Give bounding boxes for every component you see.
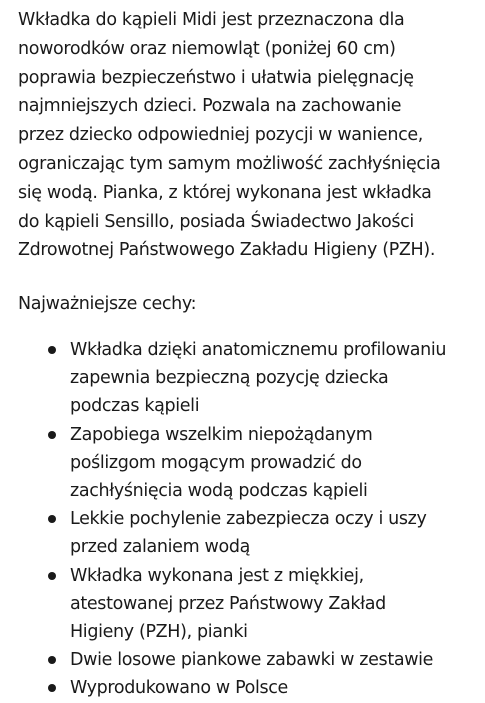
description-line: się wodą. Pianka, z której wykonana jest wkładka <box>18 182 432 203</box>
list-item-line: zapewnia bezpieczną pozycję dziecka <box>70 368 389 389</box>
list-item-line: Lekkie pochylenie zabezpiecza oczy i uszy <box>70 509 427 530</box>
description-line: Wkładka do kąpieli Midi jest przeznaczona dla <box>18 10 405 30</box>
list-item-line: Zapobiega wszelkim niepożądanym <box>70 424 373 445</box>
list-item-line: Higieny (PZH), pianki <box>70 622 248 642</box>
list-item-line: przed zalaniem wodą <box>70 537 250 558</box>
bullet-icon <box>48 684 56 692</box>
description-paragraph <box>18 6 480 265</box>
description-line: najmniejszych dzieci. Pozwala na zachowanie <box>18 96 402 117</box>
list-item-line: Wkładka wykonana jest z miękkiej, <box>70 565 364 586</box>
list-item <box>18 562 480 647</box>
list-item-line: Wyprodukowano w Polsce <box>70 678 288 699</box>
bullet-icon <box>48 656 56 664</box>
description-line: poprawia bezpieczeństwo i ułatwia pielęgnację <box>18 67 414 88</box>
list-item-line: Wkładka dzięki anatomicznemu profilowaniu <box>70 339 447 360</box>
list-item <box>18 674 480 702</box>
list-item <box>18 646 480 674</box>
bullet-icon <box>48 346 56 354</box>
list-item-line: Dwie losowe piankowe zabawki w zestawie <box>70 650 434 671</box>
list-item-line: zachłyśnięcia wodą podczas kąpieli <box>70 480 368 501</box>
description-line: ograniczając tym samym możliwość zachłyśnięcia <box>18 153 441 174</box>
list-item <box>18 505 480 561</box>
description-line: przez dziecko odpowiedniej pozycji w wanience, <box>18 125 423 146</box>
list-item-line: atestowanej przez Państwowy Zakład <box>70 593 386 614</box>
bullet-icon <box>48 515 56 523</box>
list-item-line: podczas kąpieli <box>70 396 200 417</box>
product-description <box>18 6 480 703</box>
list-item <box>18 421 480 506</box>
list-item <box>18 336 480 421</box>
features-heading: Najważniejsze cechy: <box>18 294 197 315</box>
description-line: noworodków oraz niemowląt (poniżej 60 cm) <box>18 38 396 59</box>
list-item-line: poślizgom mogącym prowadzić do <box>70 452 362 473</box>
description-line: Zdrowotnej Państwowego Zakładu Higieny (PZH). <box>18 240 436 261</box>
bullet-icon <box>48 572 56 580</box>
bullet-icon <box>48 431 56 439</box>
description-line: do kąpieli Sensillo, posiada Świadectwo Jakości <box>18 211 414 232</box>
features-list <box>18 336 480 703</box>
